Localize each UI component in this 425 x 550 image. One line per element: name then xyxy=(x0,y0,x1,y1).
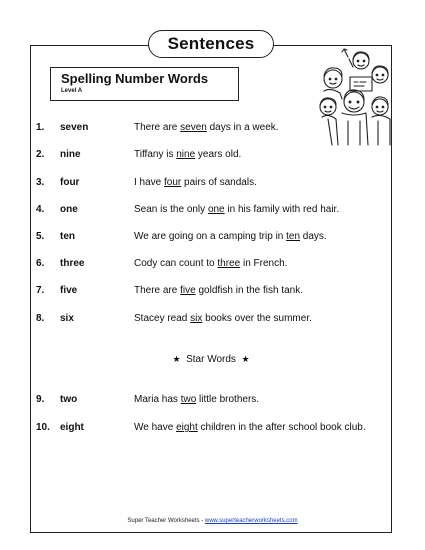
spelling-word: nine xyxy=(60,149,81,160)
underlined-word: six xyxy=(190,313,203,324)
spelling-word: ten xyxy=(60,231,75,242)
spelling-word: three xyxy=(60,258,85,269)
underlined-word: seven xyxy=(180,122,207,133)
item-number: 4. xyxy=(36,204,45,215)
underlined-word: nine xyxy=(176,149,196,160)
item-number: 3. xyxy=(36,177,45,188)
item-number: 6. xyxy=(36,258,45,269)
spelling-word: six xyxy=(60,313,74,324)
sentence: There are seven days in a week. xyxy=(134,122,279,133)
star-words-label: Star Words xyxy=(186,354,236,365)
sentence: Tiffany is nine years old. xyxy=(134,149,242,160)
sentence: There are five goldfish in the fish tank. xyxy=(134,285,303,296)
worksheet-title xyxy=(148,30,274,58)
sentence: Stacey read six books over the summer. xyxy=(134,313,312,324)
item-number: 7. xyxy=(36,285,45,296)
footer-link[interactable]: www.superteacherworksheets.com xyxy=(204,518,298,524)
star-icon: ★ xyxy=(241,354,250,364)
item-number: 10. xyxy=(36,422,50,433)
underlined-word: eight xyxy=(176,422,198,433)
sentence: Sean is the only one in his family with red hair. xyxy=(134,204,340,215)
title-box xyxy=(50,67,239,101)
underlined-word: three xyxy=(217,258,241,269)
spelling-word: four xyxy=(60,177,80,188)
underlined-word: one xyxy=(207,204,225,215)
underlined-word: two xyxy=(180,394,197,405)
sentence: Maria has two little brothers. xyxy=(134,394,260,405)
spelling-word: seven xyxy=(60,122,89,133)
box-title: Spelling Number Words xyxy=(61,71,209,86)
level-label: Level A xyxy=(61,88,83,94)
underlined-word: ten xyxy=(286,231,301,242)
star-words-heading xyxy=(30,352,392,367)
item-number: 2. xyxy=(36,149,45,160)
item-number: 5. xyxy=(36,231,45,242)
item-number: 8. xyxy=(36,313,45,324)
star-icon: ★ xyxy=(172,354,181,364)
worksheet-title-text: Sentences xyxy=(167,34,255,53)
spelling-word: eight xyxy=(60,422,84,433)
spelling-word: two xyxy=(60,394,78,405)
spelling-word: one xyxy=(60,204,78,215)
sentence: Cody can count to three in French. xyxy=(134,258,288,269)
sentence: We have eight children in the after school book club. xyxy=(134,422,366,433)
underlined-word: four xyxy=(164,177,182,188)
item-number: 1. xyxy=(36,122,45,133)
sentence: We are going on a camping trip in ten days. xyxy=(134,231,327,242)
footer-text: Super Teacher Worksheets - xyxy=(127,518,205,524)
underlined-word: five xyxy=(180,285,196,296)
sentence: I have four pairs of sandals. xyxy=(134,177,257,188)
item-number: 9. xyxy=(36,394,45,405)
footer xyxy=(0,517,425,525)
spelling-word: five xyxy=(60,285,78,296)
